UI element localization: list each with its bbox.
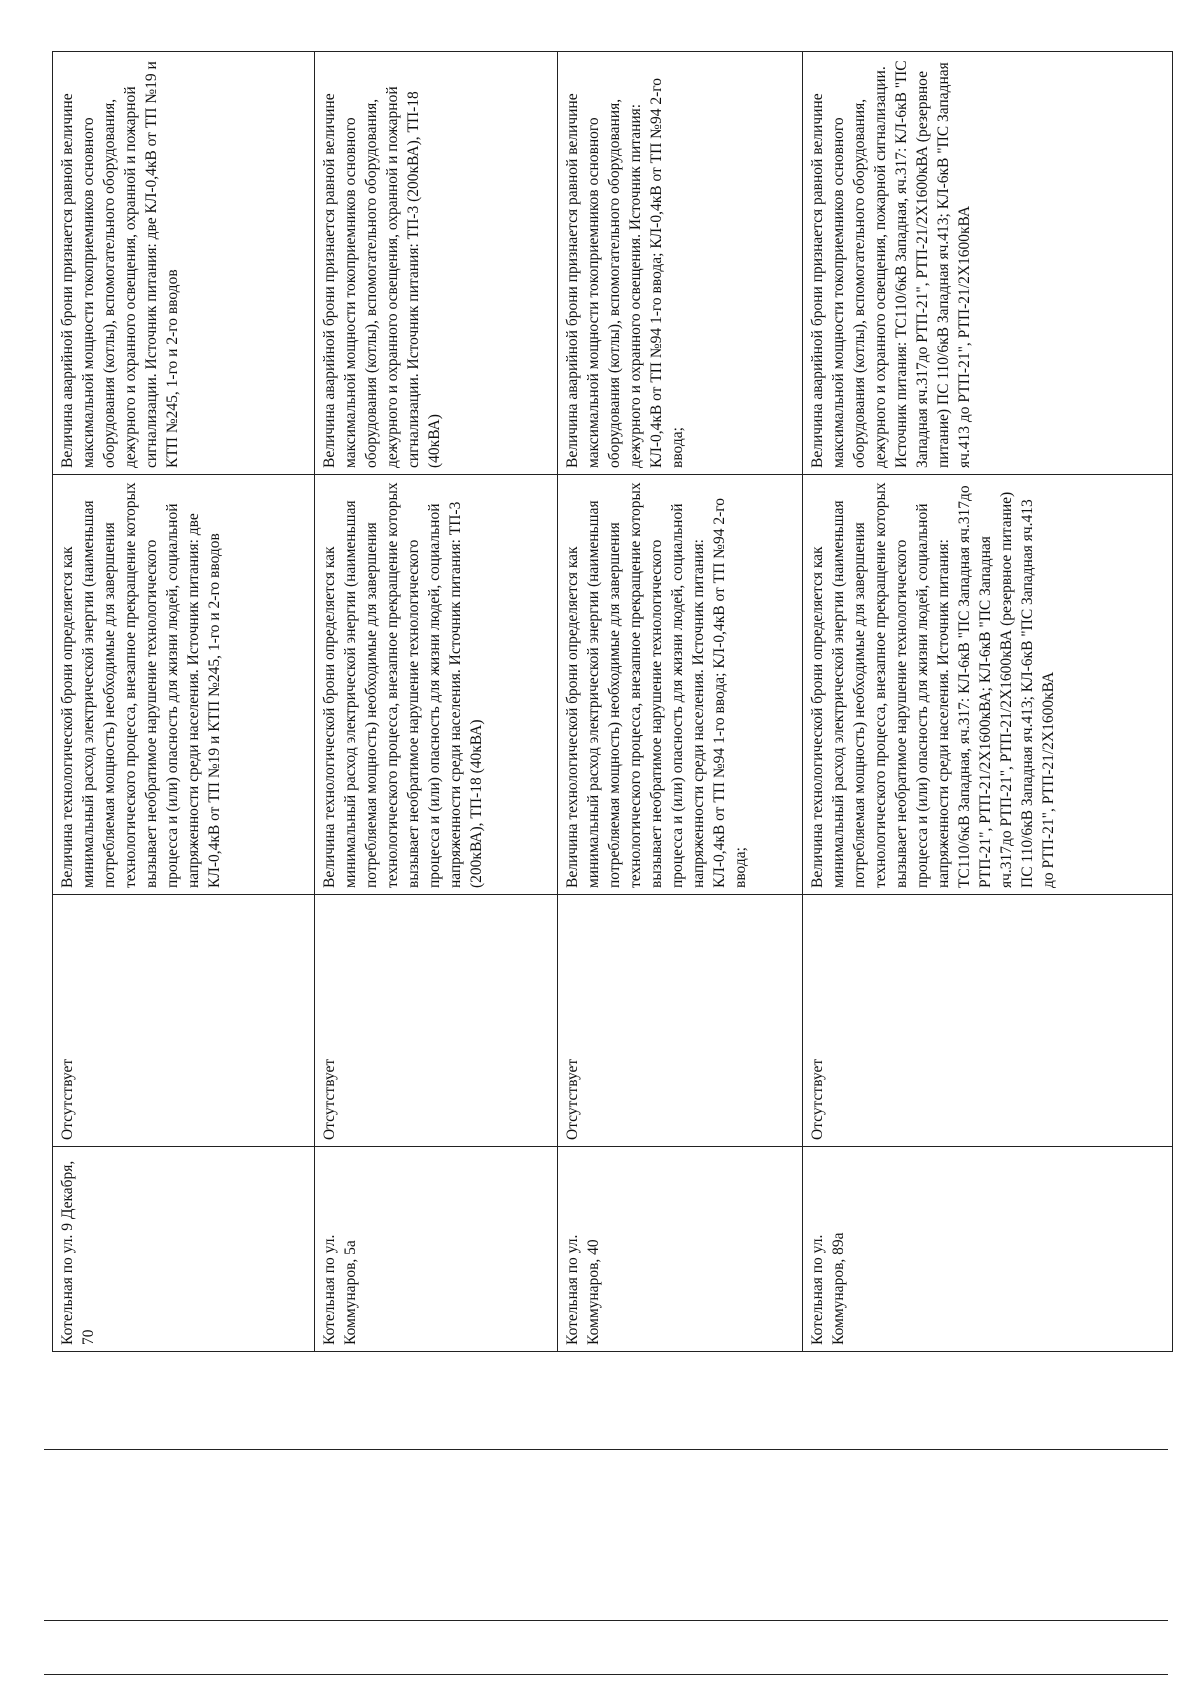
- status-cell: Отсутствует: [53, 895, 315, 1147]
- tech-reserve-cell: Величина технологической брони определяется как минимальный расход электрической энергии (наименьшая потребляемая мощность) необходимые для завершения технологического процесса, внезапное прекращение которых вызывает необратимое нарушение технологического процесса и (или) опасность для жизни людей, социальной напряженности среди населения. Источник питания: две КЛ-0,4кВ от ТП №19 и КТП №245, 1-го и 2-го вводов: [53, 475, 315, 895]
- tech-reserve-cell: Величина технологической брони определяется как минимальный расход электрической энергии (наименьшая потребляемая мощность) необходимые для завершения технологического процесса, внезапное прекращение которых вызывает необратимое нарушение технологического процесса и (или) опасность для жизни людей, социальной напряженности среди населения. Источник питания: ТС110/6кВ Западная, яч.317: КЛ-6кВ "ПС Западная яч.317до РТП-21", РТП-21/2Х1600кВА; КЛ-6кВ "ПС Западная яч.317до РТП-21", РТП-21/2Х1600кВА (резервное питание) ПС 110/6кВ Западная яч.413; КЛ-6кВ "ПС Западная яч.413 до РТП-21", РТП-21/2Х1600кВА: [803, 475, 1173, 895]
- emergency-reserve-cell: Величина аварийной брони признается равной величине максимальной мощности токоприемников основного оборудования (котлы), вспомогательного оборудования, дежурного и охранного освещения, охранной и пожарной сигнализации. Источник питания: две КЛ-0,4кВ от ТП №19 и КТП №245, 1-го и 2-го вводов: [53, 52, 315, 475]
- boiler-reserve-table: [52, 51, 1173, 1352]
- emergency-reserve-cell: Величина аварийной брони признается равной величине максимальной мощности токоприемников основного оборудования (котлы), вспомогательного оборудования, дежурного и охранного освещения, охранной и пожарной сигнализации. Источник питания: ТП-3 (200кВА), ТП-18 (40кВА): [315, 52, 558, 475]
- status-cell: Отсутствует: [315, 895, 558, 1147]
- emergency-reserve-cell: Величина аварийной брони признается равной величине максимальной мощности токоприемников основного оборудования (котлы), вспомогательного оборудования, дежурного и охранного освещения. Источник питания: КЛ-0,4кВ от ТП №94 1-го ввода; КЛ-0,4кВ от ТП №94 2-го ввода;: [558, 52, 803, 475]
- tech-reserve-cell: Величина технологической брони определяется как минимальный расход электрической энергии (наименьшая потребляемая мощность) необходимые для завершения технологического процесса, внезапное прекращение которых вызывает необратимое нарушение технологического процесса и (или) опасность для жизни людей, социальной напряженности среди населения. Источник питания: ТП-3 (200кВА), ТП-18 (40кВА): [315, 475, 558, 895]
- tech-reserve-cell: Величина технологической брони определяется как минимальный расход электрической энергии (наименьшая потребляемая мощность) необходимые для завершения технологического процесса, внезапное прекращение которых вызывает необратимое нарушение технологического процесса и (или) опасность для жизни людей, социальной напряженности среди населения. Источник питания: КЛ-0,4кВ от ТП №94 1-го ввода; КЛ-0,4кВ от ТП №94 2-го ввода;: [558, 475, 803, 895]
- divider-line: [44, 1620, 1168, 1621]
- boiler-name: Котельная по ул. Коммунаров, 40: [558, 1147, 803, 1352]
- divider-line: [44, 1449, 1168, 1450]
- table-row: [53, 52, 315, 1352]
- table-row: [803, 52, 1173, 1352]
- table-row: [558, 52, 803, 1352]
- status-cell: Отсутствует: [803, 895, 1173, 1147]
- table-row: [315, 52, 558, 1352]
- divider-line: [44, 1674, 1168, 1675]
- boiler-name: Котельная по ул. 9 Декабря, 70: [53, 1147, 315, 1352]
- boiler-name: Котельная по ул. Коммунаров, 89а: [803, 1147, 1173, 1352]
- status-cell: Отсутствует: [558, 895, 803, 1147]
- boiler-name: Котельная по ул. Коммунаров, 5а: [315, 1147, 558, 1352]
- rotated-page: [52, 52, 1172, 1352]
- emergency-reserve-cell: Величина аварийной брони признается равной величине максимальной мощности токоприемников основного оборудования (котлы), вспомогательного оборудования, дежурного и охранного освещения, пожарной сигнализации. Источник питания: ТС110/6кВ Западная, яч.317: КЛ-6кВ "ПС Западная яч.317до РТП-21", РТП-21/2Х1600кВА (резервное питание) ПС 110/6кВ Западная яч.413; КЛ-6кВ "ПС Западная яч.413 до РТП-21", РТП-21/2Х1600кВА: [803, 52, 1173, 475]
